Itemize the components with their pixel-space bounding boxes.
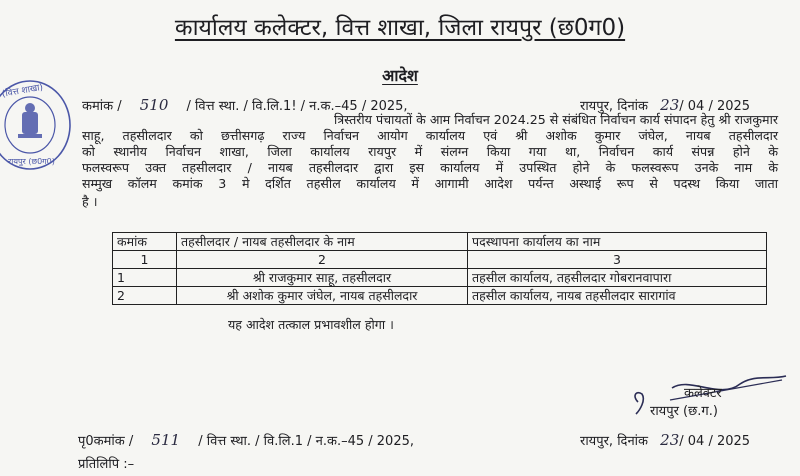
row-name: श्री राजकुमार साहू, तहसीलदार bbox=[177, 269, 468, 287]
table-row bbox=[113, 269, 767, 287]
order-reference: कमांक / 510 / वित्त स्था. / वि.लि.1! / न.क.–45 / 2025, bbox=[82, 96, 408, 114]
office-title: कार्यालय कलेक्टर, वित्त शाखा, जिला रायपुर (छ0ग0) bbox=[174, 15, 626, 41]
office-seal bbox=[0, 72, 76, 178]
body-line-3: को स्थानीय निर्वाचन शाखा, जिला कार्यालय रायपुर में संलग्न किया गया था, निर्वाचन कार्य संपन्न होने के bbox=[82, 144, 778, 159]
order-number: 510 bbox=[139, 96, 169, 114]
body-line-1: त्रिस्तरीय पंचायतों के आम निर्वाचन 2024.25 से संबंधित निर्वाचन कार्य संपादन हेतु श्री राजकुमार bbox=[333, 112, 778, 127]
posting-table bbox=[112, 232, 767, 305]
svg-text:(वित्त शाखा): (वित्त शाखा) bbox=[1, 82, 44, 100]
row-office: तहसील कार्यालय, तहसीलदार गोबरानवापारा bbox=[468, 269, 767, 287]
signatory-place: रायपुर (छ.ग.) bbox=[650, 404, 718, 419]
header-office: पदस्थापना कार्यालय का नाम bbox=[468, 233, 767, 251]
row-serial: 1 bbox=[113, 269, 177, 287]
row-office: तहसील कार्यालय, नायब तहसीलदार सारागांव bbox=[468, 287, 767, 305]
order-heading: आदेश bbox=[382, 66, 418, 85]
body-line-2: साहू, तहसीलदार को छत्तीसगढ़ राज्य निर्वाचन आयोग कार्यालय एवं श्री अशोक कुमार जंघेल, नायब तहसीलदार bbox=[82, 128, 778, 143]
table-row bbox=[113, 287, 767, 305]
row-name: श्री अशोक कुमार जंघेल, नायब तहसीलदार bbox=[177, 287, 468, 305]
body-line-6: है । bbox=[82, 194, 98, 209]
svg-text:रायपुर (छ0ग0): रायपुर (छ0ग0) bbox=[8, 157, 55, 166]
signatory-designation: कलेक्टर bbox=[684, 386, 722, 401]
col-number: 2 bbox=[177, 251, 468, 269]
endorsement-reference: पृ0कमांक / 511 / वित्त स्था. / वि.लि.1 / न.क.–45 / 2025, bbox=[78, 431, 414, 449]
effect-statement: यह आदेश तत्काल प्रभावशील होगा । bbox=[228, 317, 394, 332]
body-line-4: फलस्वरूप उक्त तहसीलदार / नायब तहसीलदार द्वारा इस कार्यालय में उपस्थित होने के फलस्वरूप उनके नाम के bbox=[82, 160, 778, 175]
header-serial: कमांक bbox=[113, 233, 177, 251]
order-date: रायपुर, दिनांक 23/ 04 / 2025 bbox=[580, 96, 751, 114]
header-name: तहसीलदार / नायब तहसीलदार के नाम bbox=[177, 233, 468, 251]
col-number: 1 bbox=[113, 251, 177, 269]
body-line-5: सम्मुख कॉलम कमांक 3 मे दर्शित तहसील कार्यालय में आगामी आदेश पर्यन्त अस्थाई रूप से पदस्थ किया जाता bbox=[82, 176, 778, 191]
endorsement-date: रायपुर, दिनांक 23/ 04 / 2025 bbox=[580, 431, 751, 449]
table-header-row bbox=[113, 233, 767, 251]
col-number: 3 bbox=[468, 251, 767, 269]
table-column-number-row bbox=[113, 251, 767, 269]
copy-to-label: प्रतिलिपि :– bbox=[78, 457, 135, 472]
row-serial: 2 bbox=[113, 287, 177, 305]
endorsement-number: 511 bbox=[151, 431, 181, 449]
